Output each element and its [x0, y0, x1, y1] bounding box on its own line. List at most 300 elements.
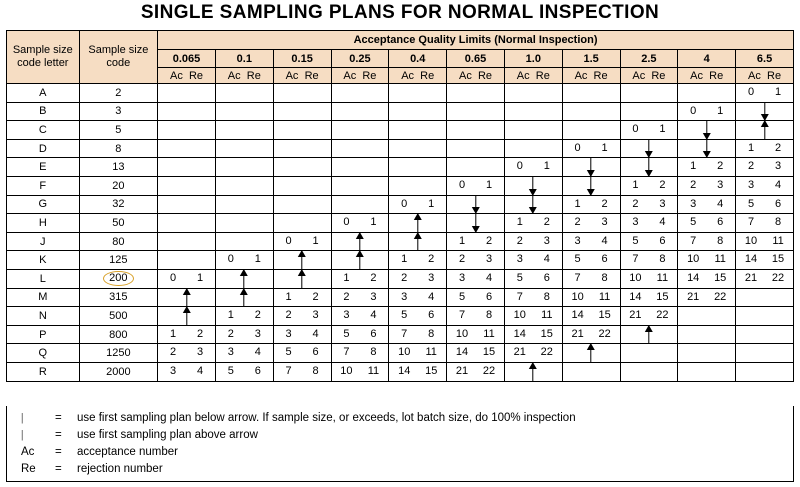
- table-row: [7, 195, 794, 214]
- plan-cell: [620, 158, 678, 177]
- plan-cell: [215, 232, 273, 251]
- table-row: [7, 121, 794, 140]
- plan-cell: [389, 158, 447, 177]
- sample-size-code: 2000: [79, 362, 158, 381]
- arrow-down-icon: [764, 103, 765, 121]
- aql-level-10: 6.5: [736, 50, 794, 68]
- ac-re-pair: [736, 158, 793, 176]
- plan-cell: [620, 288, 678, 307]
- acre-header-2: [273, 68, 331, 84]
- plan-cell: [447, 214, 505, 233]
- plan-cell: [158, 176, 216, 195]
- rejection-number: 1: [485, 178, 493, 191]
- plan-cell: [678, 362, 736, 381]
- acceptance-number: 10: [455, 327, 469, 340]
- sample-size-code-letter: M: [7, 288, 80, 307]
- ac-re-pair: [678, 289, 735, 307]
- table-row: [7, 325, 794, 344]
- arrow-up-icon: [359, 251, 360, 269]
- acceptance-number: 7: [632, 253, 639, 266]
- rejection-number: 15: [714, 271, 727, 284]
- ac-label: Ac: [516, 69, 530, 82]
- rejection-number: 3: [774, 160, 782, 173]
- ac-re-pair: [505, 233, 562, 251]
- plan-cell: [158, 84, 216, 103]
- plan-cell: [678, 307, 736, 326]
- plan-cell: [447, 158, 505, 177]
- acceptance-number: 2: [401, 271, 408, 284]
- plan-cell: [447, 176, 505, 195]
- acceptance-number: 0: [632, 123, 639, 136]
- ac-label: Ac: [227, 69, 241, 82]
- plan-cell: [215, 344, 273, 363]
- acceptance-number: 0: [458, 178, 466, 191]
- plan-cell: [736, 251, 794, 270]
- rejection-number: 3: [254, 327, 261, 340]
- acre-header-0: [158, 68, 216, 84]
- legend-equals: =: [55, 446, 62, 458]
- plan-cell: [736, 139, 794, 158]
- plan-cell: [736, 325, 794, 344]
- plan-cell: [158, 251, 216, 270]
- re-label: Re: [709, 69, 724, 82]
- acceptance-number: 0: [747, 86, 755, 98]
- rejection-number: 8: [601, 271, 608, 284]
- acceptance-number: 2: [227, 327, 234, 340]
- rejection-number: 3: [370, 290, 377, 303]
- rejection-number: 3: [428, 271, 435, 284]
- ac-label: Ac: [401, 69, 415, 82]
- plan-cell: [447, 288, 505, 307]
- plan-cell: [158, 121, 216, 140]
- plan-cell: [389, 307, 447, 326]
- ac-re-pair: [678, 103, 735, 121]
- plan-cell: [215, 307, 273, 326]
- plan-cell: [678, 214, 736, 233]
- sample-size-code: 13: [79, 158, 158, 177]
- plan-cell: [273, 325, 331, 344]
- plan-cell: [158, 195, 216, 214]
- rejection-number: 1: [659, 123, 666, 136]
- ac-re-pair: [505, 214, 562, 232]
- plan-cell: [678, 102, 736, 121]
- rejection-number: 4: [428, 290, 435, 303]
- plan-cell: [447, 362, 505, 381]
- table-row: [7, 176, 794, 195]
- ac-re-pair: [216, 251, 273, 269]
- plan-cell: [678, 195, 736, 214]
- ac-re-pair: [736, 214, 793, 232]
- plan-cell: [331, 102, 389, 121]
- sample-size-code-letter: A: [7, 84, 80, 103]
- rejection-number: 8: [312, 364, 319, 377]
- plan-cell: [562, 251, 620, 270]
- ac-re-pair: [389, 307, 446, 325]
- plan-cell: [562, 214, 620, 233]
- acre-header-8: [620, 68, 678, 84]
- rejection-number: 4: [312, 327, 319, 340]
- plan-cell: [273, 84, 331, 103]
- plan-cell: [273, 214, 331, 233]
- plan-cell: [504, 214, 562, 233]
- ac-re-pair: [563, 326, 620, 344]
- plan-cell: [389, 102, 447, 121]
- plan-cell: [620, 307, 678, 326]
- rejection-number: 22: [482, 364, 496, 377]
- arrow-up-icon: [301, 270, 302, 288]
- arrow-down-icon: [533, 177, 534, 195]
- plan-cell: [447, 344, 505, 363]
- ac-re-pair: [621, 233, 678, 251]
- sample-size-code-letter: H: [7, 214, 80, 233]
- acceptance-number: 14: [687, 271, 700, 284]
- aql-level-4: 0.4: [389, 50, 447, 68]
- ac-re-pair: [158, 326, 215, 344]
- plan-cell: [504, 362, 562, 381]
- ac-re-pair: [389, 289, 446, 307]
- sample-size-code: 32: [79, 195, 158, 214]
- acceptance-number: 0: [574, 141, 581, 154]
- ac-re-pair: [447, 289, 504, 307]
- plan-cell: [447, 325, 505, 344]
- rejection-number: 11: [425, 346, 437, 359]
- acceptance-number: 21: [571, 327, 584, 340]
- legend-text: acceptance number: [77, 446, 179, 458]
- table-row: [7, 139, 794, 158]
- rejection-number: 1: [601, 141, 608, 154]
- plan-cell: [678, 121, 736, 140]
- sample-size-code-letter: N: [7, 307, 80, 326]
- acceptance-number: 10: [629, 271, 642, 284]
- sample-size-code: 20: [79, 176, 158, 195]
- sample-size-code-letter: G: [7, 195, 80, 214]
- rejection-number: 2: [659, 178, 666, 191]
- ac-label: Ac: [748, 69, 761, 82]
- rejection-number: 6: [659, 234, 666, 247]
- plan-cell: [273, 307, 331, 326]
- plan-cell: [447, 232, 505, 251]
- plan-cell: [562, 102, 620, 121]
- ac-re-pair: [736, 270, 793, 288]
- acre-header-1: [215, 68, 273, 84]
- plan-cell: [389, 232, 447, 251]
- acceptance-number: 5: [227, 364, 234, 377]
- acceptance-number: 3: [516, 253, 523, 266]
- plan-cell: [331, 325, 389, 344]
- acceptance-number: 2: [574, 216, 581, 229]
- acceptance-number: 0: [169, 271, 177, 284]
- acceptance-number: 10: [571, 290, 584, 303]
- plan-cell: [215, 102, 273, 121]
- ac-re-pair: [216, 344, 273, 362]
- arrow-down-icon: [706, 121, 707, 139]
- ac-re-pair: [563, 270, 620, 288]
- plan-cell: [504, 232, 562, 251]
- plan-cell: [273, 176, 331, 195]
- plan-cell: [273, 362, 331, 381]
- plan-cell: [389, 362, 447, 381]
- plan-cell: [562, 325, 620, 344]
- header-sample-size-code-letter: Sample size code letter: [7, 31, 80, 84]
- ac-re-pair: [274, 233, 331, 251]
- ac-re-pair: [563, 307, 620, 325]
- plan-cell: [504, 121, 562, 140]
- sample-size-code: 2: [79, 84, 158, 103]
- acceptance-number: 1: [169, 327, 177, 340]
- acceptance-number: 2: [343, 290, 350, 303]
- legend-equals: =: [55, 463, 62, 475]
- rejection-number: 8: [428, 327, 435, 340]
- rejection-number: 11: [656, 271, 669, 284]
- acceptance-number: 10: [398, 346, 411, 359]
- aql-level-8: 2.5: [620, 50, 678, 68]
- rejection-number: 6: [601, 253, 608, 266]
- plan-cell: [562, 84, 620, 103]
- rejection-number: 3: [312, 309, 319, 322]
- sample-size-code: 50: [79, 214, 158, 233]
- ac-re-pair: [678, 251, 735, 269]
- ac-re-pair: [621, 177, 678, 195]
- plan-cell: [158, 232, 216, 251]
- plan-cell: [158, 325, 216, 344]
- plan-cell: [736, 362, 794, 381]
- rejection-number: 6: [774, 197, 782, 210]
- rejection-number: 1: [717, 104, 724, 117]
- arrow-up-icon: [301, 251, 302, 269]
- acceptance-number: 7: [690, 234, 697, 247]
- plan-cell: [215, 288, 273, 307]
- header-row-1: [7, 31, 794, 50]
- plan-cell: [273, 102, 331, 121]
- sample-size-code: 1250: [79, 344, 158, 363]
- acceptance-number: 2: [285, 309, 292, 322]
- arrow-up-icon: [186, 307, 187, 325]
- rejection-number: 4: [601, 234, 608, 247]
- rejection-number: 6: [312, 346, 319, 359]
- table-row: [7, 84, 794, 103]
- ac-re-pair: [216, 363, 273, 381]
- rejection-number: 15: [482, 346, 496, 359]
- rejection-number: 11: [367, 364, 380, 377]
- plan-cell: [620, 362, 678, 381]
- table-row: [7, 158, 794, 177]
- acceptance-number: 7: [747, 216, 755, 229]
- plan-cell: [215, 121, 273, 140]
- ac-label: Ac: [574, 69, 588, 82]
- plan-cell: [678, 139, 736, 158]
- plan-cell: [620, 102, 678, 121]
- ac-re-pair: [563, 214, 620, 232]
- plan-cell: [389, 269, 447, 288]
- plan-cell: [736, 176, 794, 195]
- plan-cell: [620, 84, 678, 103]
- arrow-down-icon: [648, 140, 649, 158]
- rejection-number: 15: [771, 253, 785, 266]
- rejection-number: 8: [370, 346, 377, 359]
- plan-cell: [562, 344, 620, 363]
- acceptance-number: 2: [747, 160, 755, 173]
- plan-cell: [504, 102, 562, 121]
- sample-size-code-letter: R: [7, 362, 80, 381]
- plan-cell: [504, 269, 562, 288]
- plan-cell: [273, 251, 331, 270]
- arrow-up-icon: [186, 289, 187, 307]
- rejection-number: 8: [659, 253, 666, 266]
- acceptance-number: 0: [401, 197, 408, 210]
- plan-cell: [447, 195, 505, 214]
- re-label: Re: [477, 69, 493, 82]
- rejection-number: 4: [196, 364, 204, 377]
- ac-re-pair: [158, 270, 215, 288]
- re-label: Re: [246, 69, 261, 82]
- rejection-number: 2: [485, 234, 493, 247]
- ac-re-pair: [678, 158, 735, 176]
- ac-re-pair: [274, 326, 331, 344]
- ac-re-pair: [447, 326, 504, 344]
- ac-re-pair: [621, 121, 678, 139]
- ac-re-pair: [389, 196, 446, 214]
- acceptance-number: 10: [744, 234, 758, 247]
- ac-label: Ac: [343, 69, 357, 82]
- ac-label: Ac: [170, 69, 183, 82]
- ac-re-pair: [505, 307, 562, 325]
- table-row: [7, 344, 794, 363]
- rejection-number: 4: [485, 271, 493, 284]
- ac-re-pair: [389, 344, 446, 362]
- plan-cell: [620, 121, 678, 140]
- sample-size-code-letter: K: [7, 251, 80, 270]
- rejection-number: 15: [425, 364, 438, 377]
- plan-cell: [215, 195, 273, 214]
- ac-re-pair: [678, 214, 735, 232]
- ac-re-pair: [332, 344, 389, 362]
- table-header: [7, 31, 794, 84]
- rejection-number: 1: [312, 234, 319, 247]
- acceptance-number: 14: [398, 364, 411, 377]
- aql-level-1: 0.1: [215, 50, 273, 68]
- plan-cell: [158, 288, 216, 307]
- acceptance-number: 21: [687, 290, 700, 303]
- table-body: [7, 84, 794, 382]
- rejection-number: 4: [717, 197, 724, 210]
- ac-re-pair: [621, 251, 678, 269]
- acceptance-number: 0: [343, 216, 350, 229]
- acceptance-number: 21: [455, 364, 469, 377]
- plan-cell: [331, 362, 389, 381]
- acceptance-number: 5: [343, 327, 350, 340]
- rejection-number: 1: [543, 160, 550, 173]
- acceptance-number: 7: [574, 271, 581, 284]
- acceptance-number: 0: [690, 104, 697, 117]
- acceptance-number: 3: [343, 309, 350, 322]
- plan-cell: [331, 288, 389, 307]
- acceptance-number: 1: [632, 178, 639, 191]
- re-label: Re: [767, 69, 782, 82]
- rejection-number: 8: [485, 309, 493, 322]
- plan-cell: [158, 269, 216, 288]
- legend-text: rejection number: [77, 463, 163, 475]
- arrow-down-icon: [590, 158, 591, 176]
- plan-cell: [331, 195, 389, 214]
- plan-cell: [620, 214, 678, 233]
- aql-level-7: 1.5: [562, 50, 620, 68]
- plan-cell: [331, 251, 389, 270]
- sample-size-code: 125: [79, 251, 158, 270]
- rejection-number: 3: [717, 178, 724, 191]
- table-row: [7, 288, 794, 307]
- acceptance-number: 5: [458, 290, 466, 303]
- rejection-number: 6: [485, 290, 493, 303]
- ac-re-pair: [678, 177, 735, 195]
- legend-row: [21, 461, 793, 478]
- aql-level-3: 0.25: [331, 50, 389, 68]
- highlighted-sample-size: 200: [103, 271, 133, 286]
- plan-cell: [620, 139, 678, 158]
- plan-cell: [620, 176, 678, 195]
- sample-size-code-letter: F: [7, 176, 80, 195]
- acceptance-number: 7: [343, 346, 350, 359]
- ac-re-pair: [505, 344, 562, 362]
- ac-re-pair: [158, 363, 215, 381]
- ac-re-pair: [678, 196, 735, 214]
- plan-cell: [678, 288, 736, 307]
- plan-cell: [331, 232, 389, 251]
- acceptance-number: 1: [574, 197, 581, 210]
- plan-cell: [158, 214, 216, 233]
- rejection-number: 3: [485, 253, 493, 266]
- acceptance-number: 2: [632, 197, 639, 210]
- plan-cell: [389, 195, 447, 214]
- sample-size-code: 800: [79, 325, 158, 344]
- sample-size-code-letter: B: [7, 102, 80, 121]
- legend-row: [21, 444, 793, 461]
- rejection-number: 11: [483, 327, 495, 340]
- acceptance-number: 1: [690, 160, 697, 173]
- plan-cell: [331, 214, 389, 233]
- ac-re-pair: [274, 363, 331, 381]
- plan-cell: [562, 307, 620, 326]
- acceptance-number: 3: [401, 290, 408, 303]
- sample-size-code: [79, 269, 158, 288]
- re-label: Re: [651, 69, 666, 82]
- ac-label: Ac: [690, 69, 704, 82]
- plan-cell: [620, 269, 678, 288]
- sample-size-code-letter: L: [7, 269, 80, 288]
- plan-cell: [736, 232, 794, 251]
- plan-cell: [562, 121, 620, 140]
- plan-cell: [562, 195, 620, 214]
- acceptance-number: 2: [458, 253, 466, 266]
- acceptance-number: 2: [169, 346, 177, 359]
- ac-re-pair: [621, 196, 678, 214]
- plan-cell: [331, 176, 389, 195]
- sampling-plan-table: [6, 30, 794, 382]
- ac-re-pair: [736, 196, 793, 214]
- legend: [6, 406, 794, 482]
- rejection-number: 2: [717, 160, 724, 173]
- plan-cell: [678, 325, 736, 344]
- acceptance-number: 5: [690, 216, 697, 229]
- plan-cell: [678, 176, 736, 195]
- plan-cell: [331, 121, 389, 140]
- rejection-number: 4: [659, 216, 666, 229]
- plan-cell: [678, 158, 736, 177]
- ac-re-pair: [736, 251, 793, 269]
- plan-cell: [389, 288, 447, 307]
- aql-level-5: 0.65: [447, 50, 505, 68]
- ac-re-pair: [158, 344, 215, 362]
- ac-re-pair: [736, 233, 793, 251]
